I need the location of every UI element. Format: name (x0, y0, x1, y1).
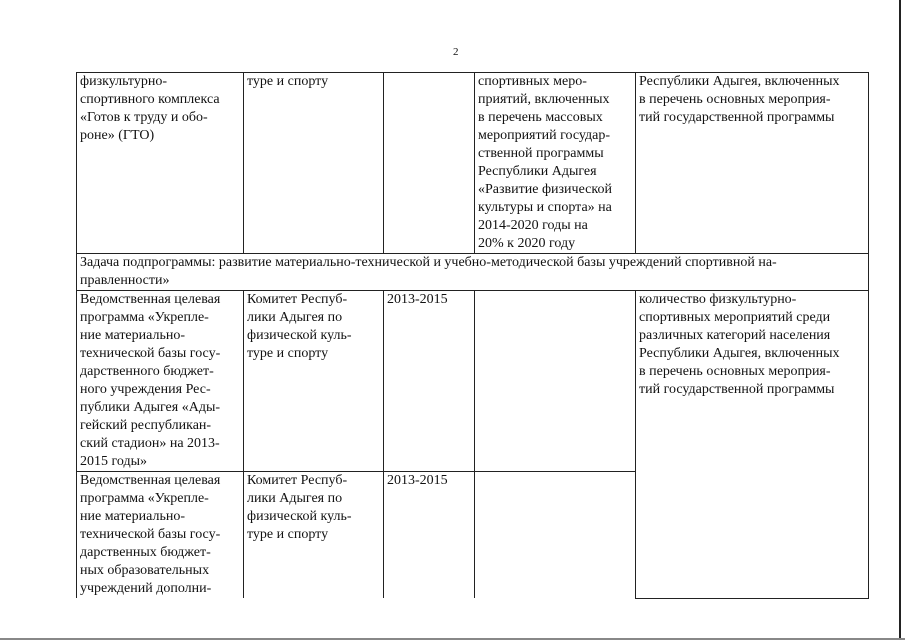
period-cell: 2013-2015 (384, 472, 475, 599)
table-row (77, 73, 869, 254)
period-cell: 2013-2015 (384, 291, 475, 472)
period-cell (384, 73, 475, 254)
indicator-cell (475, 472, 636, 599)
executor-cell: Комитет Респуб- лики Адыгея по физической куль- туре и спорту (244, 291, 384, 472)
executor-cell: туре и спорту (244, 73, 384, 254)
executor-cell: Комитет Респуб- лики Адыгея по физической куль- туре и спорту (244, 472, 384, 599)
table-row (77, 291, 869, 472)
indicator-cell (475, 291, 636, 472)
section-title: Задача подпрограммы: развитие материально-технической и учебно-методической базы учреждений спортивной на-правленности» (77, 254, 869, 291)
section-row (77, 254, 869, 291)
page-edge-right (899, 0, 901, 640)
indicator-cell: спортивных меро- приятий, включенных в перечень массовых мероприятий государ- ственной программы Республики Адыгея «Развитие физической культуры и спорта» на 2014-2020 годы на 20% к 2020 году (475, 73, 636, 254)
measure-name-cell: Ведомственная целевая программа «Укрепле- ние материально- технической базы госу- дарственных бюджет- ных образовательных учреждений дополни- (77, 472, 244, 599)
relation-cell: Республики Адыгея, включенных в перечень основных мероприя- тий государственной программы (636, 73, 869, 254)
relation-cell: количество физкультурно- спортивных мероприятий среди различных категорий населения Республики Адыгея, включенных в перечень основных мероприя- тий государственной программы (636, 291, 869, 599)
measure-name-cell: физкультурно- спортивного комплекса «Готов к труду и обо- роне» (ГТО) (77, 73, 244, 254)
measure-name-cell: Ведомственная целевая программа «Укрепле- ние материально- технической базы госу- дарственного бюджет- ного учреждения Рес- публики Адыгея «Ады- гейский республикан- ский стадион» на 2013- 2015 годы» (77, 291, 244, 472)
page-number: 2 (453, 46, 459, 58)
measures-table (76, 72, 869, 599)
